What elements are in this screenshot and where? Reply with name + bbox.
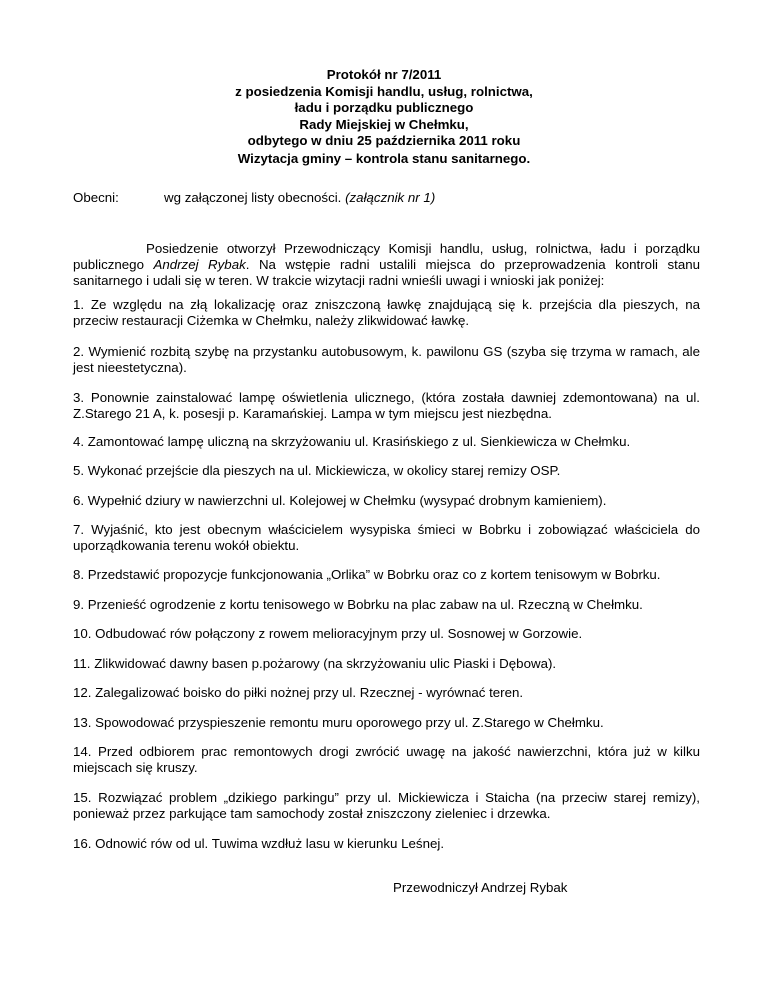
list-item: 8. Przedstawić propozycje funkcjonowania „Orlika” w Bobrku oraz co z kortem tenisowym w Bobrku.	[73, 567, 661, 582]
attendance-line	[73, 190, 435, 205]
list-item: 16. Odnowić rów od ul. Tuwima wzdłuż lasu w kierunku Leśnej.	[73, 836, 445, 851]
list-item: 6. Wypełnić dziury w nawierzchni ul. Kolejowej w Chełmku (wysypać drobnym kamieniem).	[73, 493, 607, 508]
signature-line: Przewodniczył Andrzej Rybak	[393, 880, 568, 895]
intro-after: . Na wstępie radni ustalili miejsca do przeprowadzenia kontroli stanu sanitarnego i udali się w teren. W trakcie wizytacji radni wnieśli uwagi i wnioski jak poniżej:	[73, 257, 701, 289]
title-line-3: ładu i porządku publicznego	[294, 100, 474, 116]
title-line-1: Protokół nr 7/2011	[326, 67, 442, 82]
list-item: 7. Wyjaśnić, kto jest obecnym właścicielem wysypiska śmieci w Bobrku i zobowiązać właściciela do uporządkowania terenu wokół obiektu.	[73, 522, 700, 554]
list-item: 9. Przenieść ogrodzenie z kortu tenisowego w Bobrku na plac zabaw na ul. Rzeczną w Chełmku.	[73, 597, 643, 612]
list-item: 10. Odbudować rów połączony z rowem melioracyjnym przy ul. Sosnowej w Gorzowie.	[73, 626, 583, 641]
list-item: 12. Zalegalizować boisko do piłki nożnej przy ul. Rzecznej - wyrównać teren.	[73, 685, 524, 700]
list-item: 11. Zlikwidować dawny basen p.pożarowy (na skrzyżowaniu ulic Piaski i Dębowa).	[73, 656, 557, 671]
title-line-5: odbytego w dniu 25 października 2011 roku	[247, 133, 521, 149]
list-item: 13. Spowodować przyspieszenie remontu muru oporowego przy ul. Z.Starego w Chełmku.	[73, 715, 604, 730]
title-line-4: Rady Miejskiej w Chełmku,	[299, 116, 469, 132]
list-item: 15. Rozwiązać problem „dzikiego parkingu” przy ul. Mickiewicza i Staicha (na przeciw starej remizy), ponieważ przez parkujące tam samochody został zniszczony zieleniec i drzewka.	[73, 790, 700, 822]
list-item: 4. Zamontować lampę uliczną na skrzyżowaniu ul. Krasińskiego z ul. Sienkiewicza w Chełmku.	[73, 434, 631, 449]
intro-before: Posiedzenie otworzył Przewodniczący Komisji handlu, usług, rolnictwa, ładu i porządku publicznego	[73, 241, 700, 273]
intro-chair-name: Andrzej Rybak	[153, 257, 246, 273]
document-subtitle: Wizytacja gminy – kontrola stanu sanitarnego.	[237, 151, 531, 166]
title-line-2: z posiedzenia Komisji handlu, usług, rolnictwa,	[235, 83, 533, 99]
attendance-text: wg załączonej listy obecności.	[164, 190, 342, 205]
list-item: 2. Wymienić rozbitą szybę na przystanku autobusowym, k. pawilonu GS (szyba się trzyma w ramach, ale jest nieestetyczna).	[73, 344, 700, 376]
list-item: 3. Ponownie zainstalować lampę oświetlenia ulicznego, (która została dawniej zdemontowana) na ul. Z.Starego 21 A, k. posesji p. Karamańskiej. Lampa w tym miejscu jest niezbędna.	[73, 390, 700, 422]
intro-paragraph	[73, 241, 700, 290]
list-item: 1. Ze względu na złą lokalizację oraz zniszczoną ławkę znajdującą się k. przejścia dla pieszych, na przeciw restauracji Ciżemka w Chełmku, należy zlikwidować ławkę.	[73, 297, 700, 329]
list-item: 14. Przed odbiorem prac remontowych drogi zwrócić uwagę na jakość nawierzchni, która już w kilku miejscach się kruszy.	[73, 744, 700, 776]
document-title	[0, 67, 768, 150]
attendance-attachment: (załącznik nr 1)	[345, 190, 436, 205]
attendance-label: Obecni:	[73, 190, 119, 205]
list-item: 5. Wykonać przejście dla pieszych na ul. Mickiewicza, w okolicy starej remizy OSP.	[73, 463, 561, 478]
